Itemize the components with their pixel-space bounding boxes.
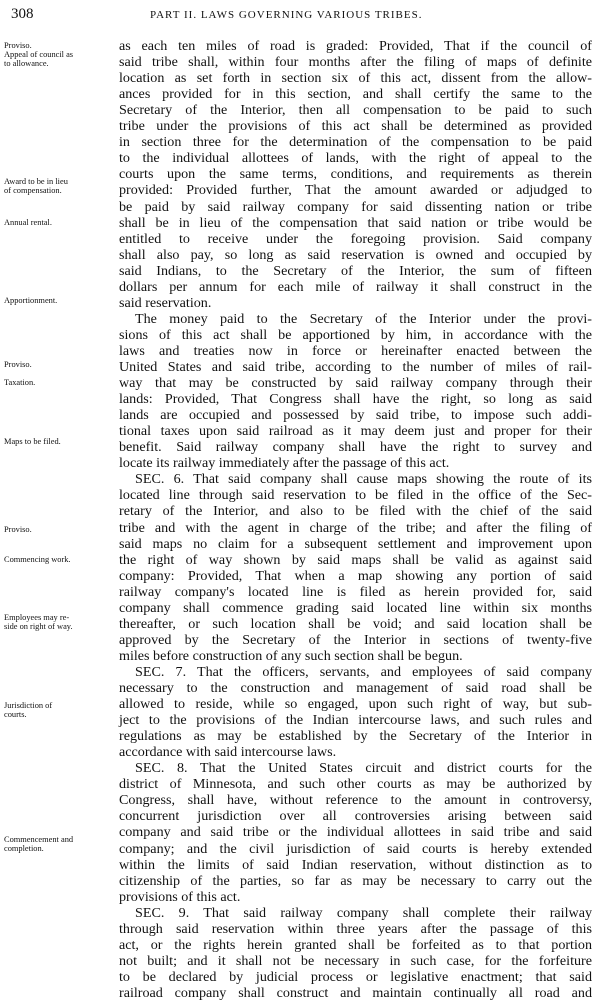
- body-line: allowed to reside, while so engaged, upon such right of way, but sub-: [119, 696, 592, 713]
- margin-note: [4, 835, 116, 853]
- body-line: tribe under the provisions of this act shall be determined as provided: [119, 118, 592, 135]
- margin-note: [4, 360, 116, 369]
- margin-note-line: Proviso.: [4, 525, 32, 534]
- margin-note: [4, 701, 116, 719]
- body-line: dollars per annum for each mile of railway it shall construct in the: [119, 278, 592, 295]
- margin-note-line: Jurisdiction of: [4, 701, 53, 710]
- body-line: SEC. 9. That said railway company shall complete their railway: [135, 904, 592, 921]
- body-line: laws and treaties now in force or hereinafter enacted between the: [119, 342, 592, 359]
- body-line: benefit. Said railway company shall have the right to survey and: [119, 439, 592, 456]
- body-line: tribe and with the agent in charge of the tribe; and after the filing of: [119, 519, 592, 536]
- body-line: the right of way shown by said maps shall be valid as against said: [119, 551, 592, 568]
- body-line: accordance with said intercourse laws.: [119, 744, 337, 761]
- margin-note-line: Annual rental.: [4, 218, 52, 227]
- margin-note: [4, 41, 116, 68]
- body-line: to be declared by judicial process or legislative enactment; that said: [119, 968, 592, 985]
- body-line: courts upon the same terms, conditions, and requirements as therein: [119, 166, 592, 183]
- margin-note-line: Employees may re-: [4, 613, 70, 622]
- margin-note-line: Proviso.: [4, 360, 32, 369]
- body-line: SEC. 8. That the United States circuit and district courts for the: [135, 760, 592, 777]
- margin-note: [4, 525, 116, 534]
- margin-note: [4, 613, 116, 631]
- body-line: SEC. 7. That the officers, servants, and employees of said company: [135, 663, 592, 680]
- body-line: provisions of this act.: [119, 888, 241, 905]
- margin-note-line: Maps to be filed.: [4, 437, 61, 446]
- margin-note-line: Appeal of council as: [4, 50, 74, 59]
- body-line: as each ten miles of road is graded: Provided, That if the council of: [119, 38, 592, 54]
- body-line: said tribe shall, within four months after the filing of maps of definite: [119, 54, 592, 71]
- body-line: in section three for the determination of the compensation to be paid: [119, 134, 592, 151]
- running-head: PART II. LAWS GOVERNING VARIOUS TRIBES.: [150, 9, 423, 21]
- margin-note-line: of compensation.: [4, 186, 62, 195]
- body-line: railway company's located line is filed as herein provided for, said: [119, 583, 592, 600]
- margin-note-line: Commencement and: [4, 835, 74, 844]
- body-line: to the individual allottees of lands, with the right of appeal to the: [119, 150, 592, 167]
- page-header: [0, 6, 600, 28]
- margin-note: [4, 437, 116, 446]
- margin-note: [4, 378, 116, 387]
- body-line: through said reservation within three years after the passage of this: [119, 920, 592, 937]
- body-line: retary of the Interior, and also to be filed with the chief of the said: [119, 503, 592, 520]
- margin-note-line: courts.: [4, 710, 27, 719]
- margin-note: [4, 177, 116, 195]
- body-line: way that may be constructed by said railway company through their: [119, 375, 592, 392]
- margin-note: [4, 296, 116, 305]
- margin-note-line: Apportionment.: [4, 296, 58, 305]
- body-line: lands: Provided, That Congress shall have the right, so long as said: [119, 391, 592, 408]
- body-line: citizenship of the parties, so far as may be necessary to carry out the: [119, 872, 592, 889]
- body-line: Congress, shall have, without reference to the amount in controversy,: [119, 792, 592, 809]
- page-number: 308: [11, 6, 34, 22]
- body-line: Secretary of the Interior, then all compensation to be paid to such: [119, 102, 592, 119]
- body-line: located line through said reservation to be filed in the office of the Sec-: [119, 487, 592, 504]
- body-line: miles before construction of any such section shall be begun.: [119, 647, 463, 664]
- margin-note: [4, 218, 116, 227]
- body-line: United States and said tribe, according to the number of miles of rail-: [119, 359, 592, 375]
- margin-note-line: to allowance.: [4, 59, 49, 68]
- body-line: district of Minnesota, and such other courts as may be authorized by: [119, 776, 592, 793]
- body-line: sions of this act shall be apportioned by him, in accordance with the: [119, 326, 592, 343]
- body-line: said maps no claim for a subsequent settlement and improvement upon: [119, 535, 592, 552]
- body-line: ject to the provisions of the Indian intercourse laws, and such rules and: [119, 712, 592, 729]
- body-line: said Indians, to the Secretary of the Interior, the sum of fifteen: [119, 262, 592, 279]
- body-line: said reservation.: [119, 294, 212, 311]
- body-line: shall be in lieu of the compensation that said nation or tribe would be: [119, 214, 592, 231]
- body-line: entitled to receive under the foregoing provision. Said company: [119, 230, 592, 247]
- body-line: within the limits of said Indian reservation, without distinction as to: [119, 856, 592, 873]
- body-line: thereafter, or such location shall be void; and said location shall be: [119, 615, 592, 632]
- margin-note-line: Taxation.: [4, 378, 36, 387]
- body-line: act, or the rights herein granted shall be forfeited as to that portion: [119, 936, 592, 953]
- margin-note-line: Commencing work.: [4, 555, 71, 564]
- body-line: ances provided for in this section, and shall certify the same to the: [119, 86, 592, 103]
- body-line: be paid by said railway company for said dissenting nation or tribe: [119, 198, 592, 215]
- body-line: provided: Provided further, That the amount awarded or adjudged to: [119, 182, 592, 199]
- margin-note-line: completion.: [4, 844, 44, 853]
- body-line: SEC. 6. That said company shall cause maps showing the route of its: [135, 471, 592, 488]
- body-line: railroad company shall construct and maintain continually all road and: [119, 984, 592, 1001]
- margin-note-line: Award to be in lieu: [4, 177, 68, 186]
- body-line: necessary to the construction and management of said road shall be: [119, 680, 592, 696]
- margin-note: [4, 555, 116, 564]
- body-line: concurrent jurisdiction over all controversies arising between said: [119, 808, 592, 825]
- body-line: approved by the Secretary of the Interior in sections of twenty-five: [119, 631, 592, 648]
- body-line: company; and the civil jurisdiction of said courts is hereby extended: [119, 840, 592, 857]
- margin-note-line: Proviso.: [4, 41, 32, 50]
- body-line: location as set forth in section six of this act, dissent from the allow-: [119, 70, 592, 87]
- body-line: company shall commence grading said located line within six months: [119, 599, 592, 616]
- body-line: regulations as may be established by the Secretary of the Interior in: [119, 728, 592, 745]
- body-line: tional taxes upon said railroad as it may deem just and proper for their: [119, 423, 592, 440]
- margin-note-line: side on right of way.: [4, 622, 73, 631]
- body-line: lands are occupied and possessed by said tribe, to impose such addi-: [119, 407, 592, 424]
- body-line: company and said tribe or the individual allottees in said tribe and said: [119, 824, 592, 841]
- body-line: not built; and it shall not be necessary in such case, for the forfeiture: [119, 952, 592, 969]
- body-line: The money paid to the Secretary of the Interior under the provi-: [135, 310, 592, 327]
- body-line: company: Provided, That when a map showing any portion of said: [119, 567, 592, 584]
- body-line: shall also pay, so long as said reservation is owned and occupied by: [119, 246, 592, 263]
- body-line: locate its railway immediately after the passage of this act.: [119, 455, 450, 472]
